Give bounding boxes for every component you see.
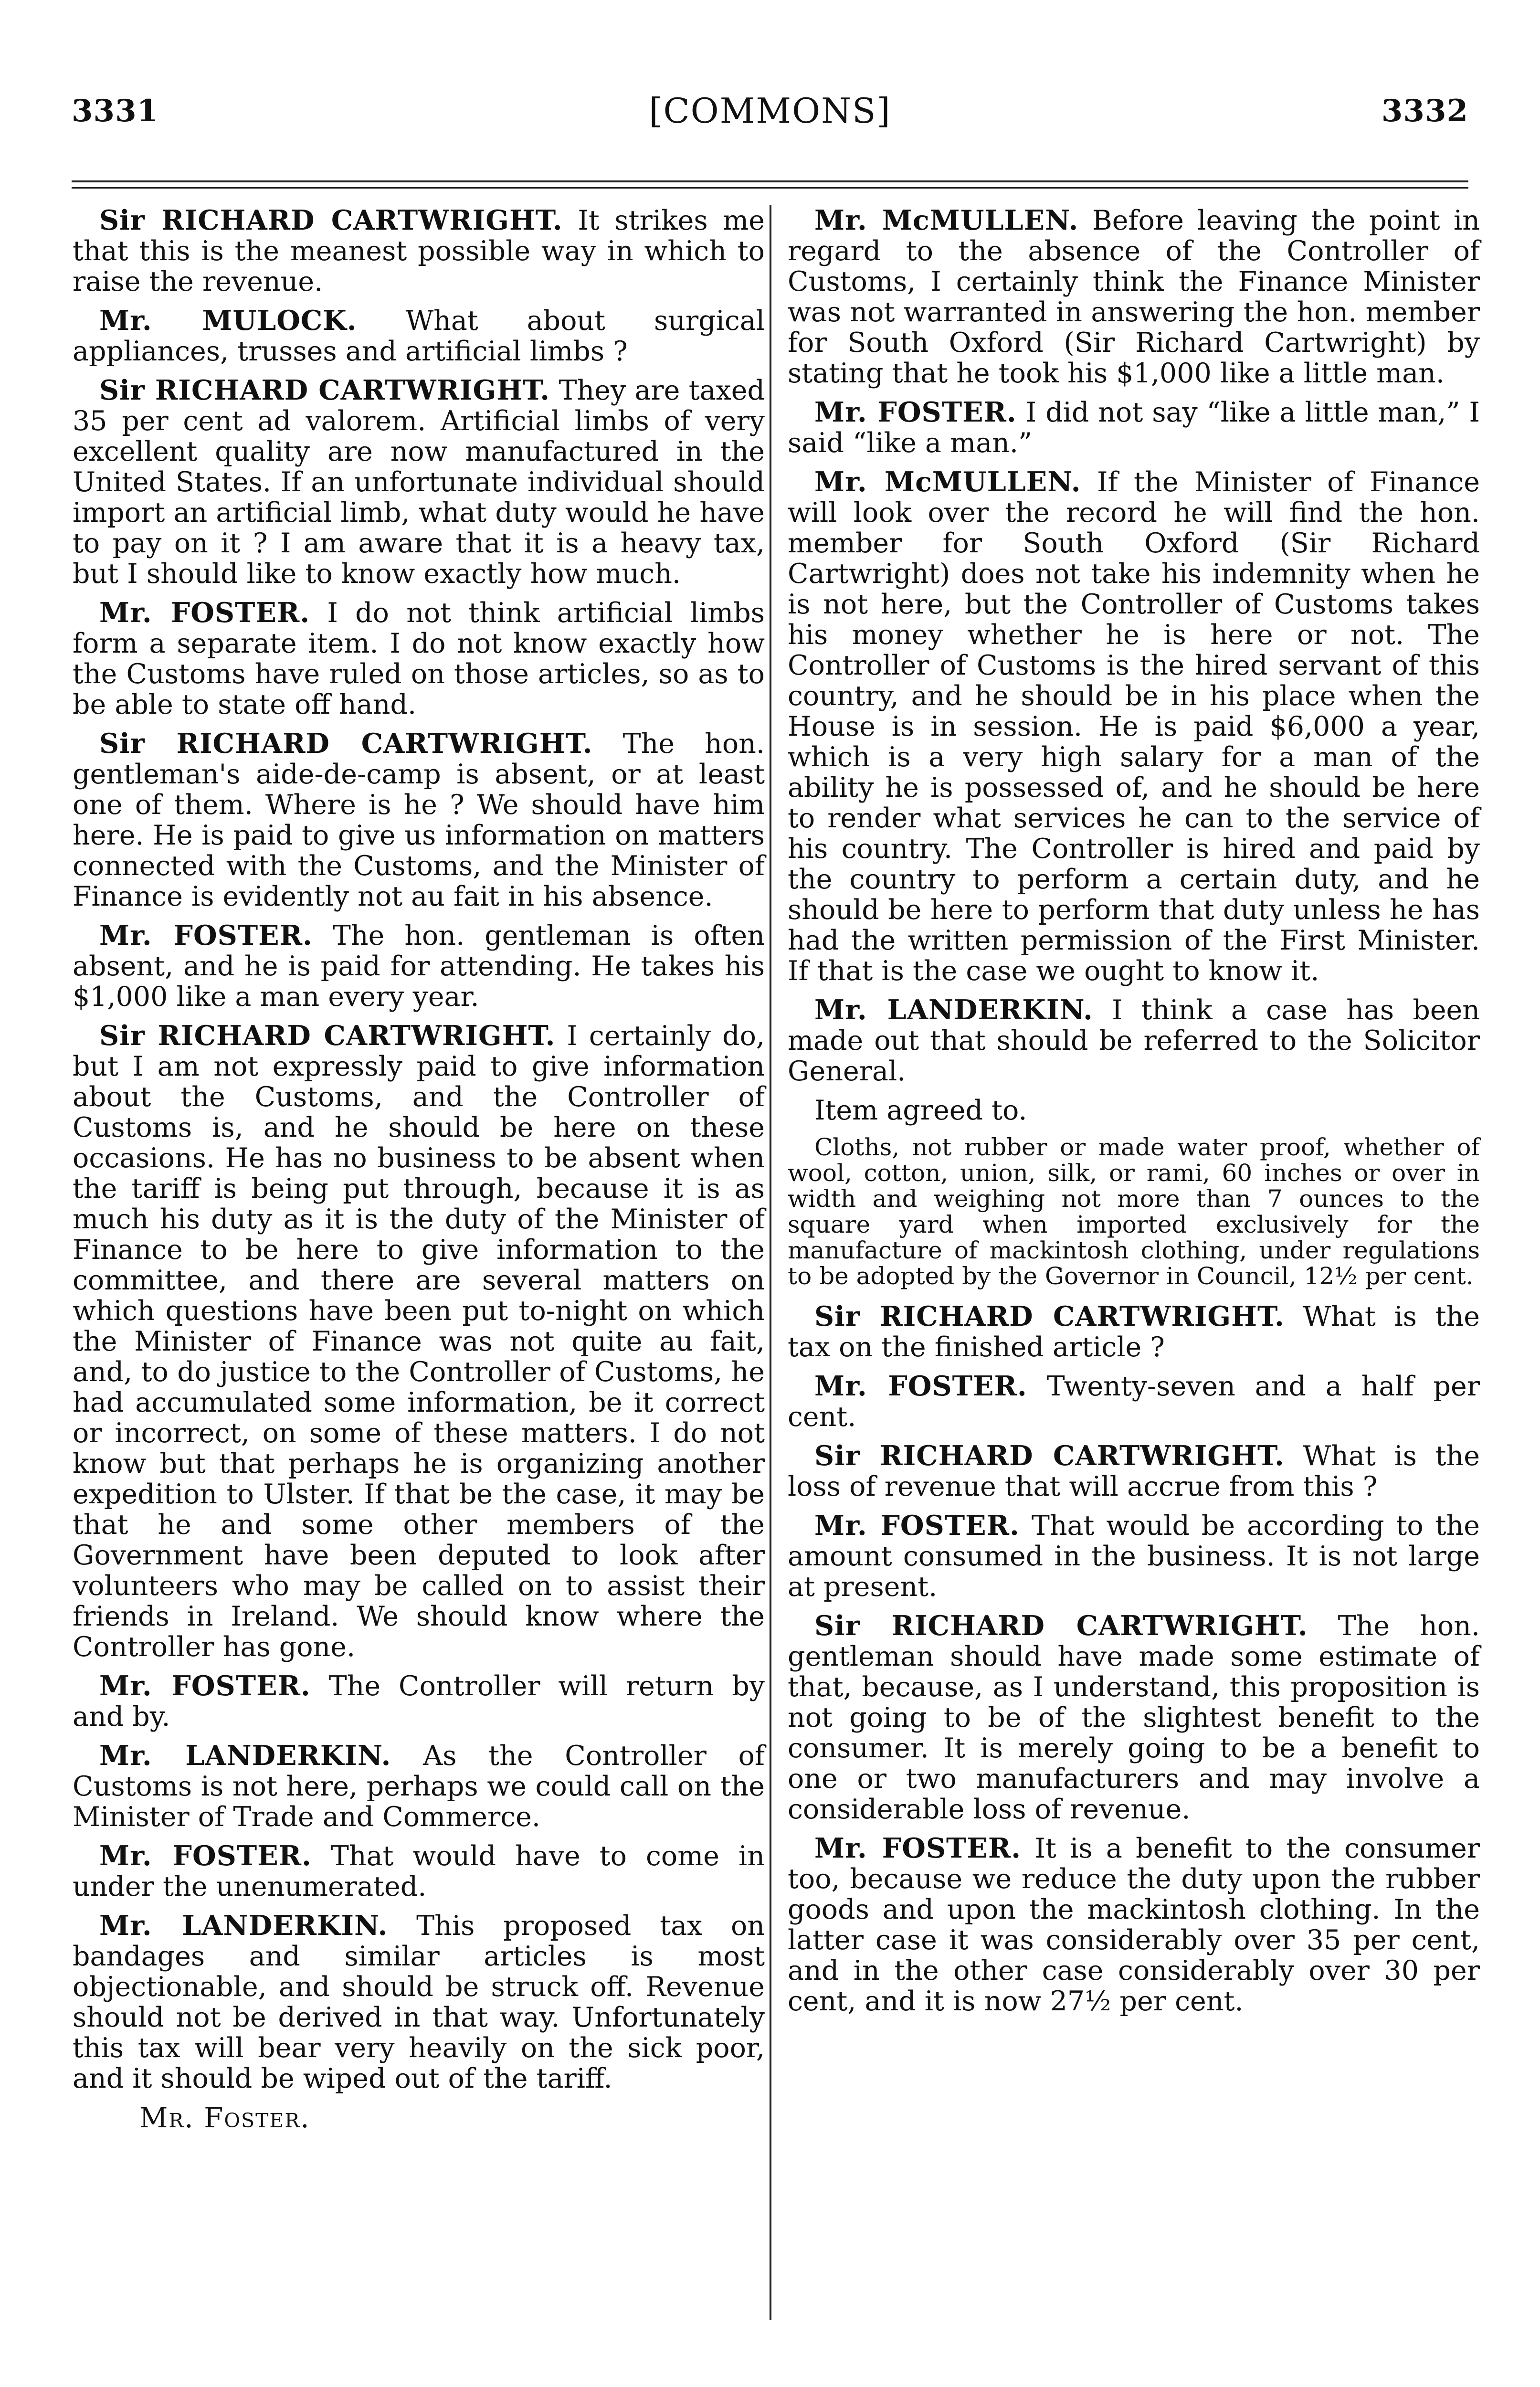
speech-paragraph [73, 306, 765, 367]
speech-text: I certainly do, but I am not expressly paid to give information about the Customs, and the Controller of Customs is, and he should be here on these occasions. He has no business to be absent when the tariff is being put through, because it is as much his duty as it is the duty of the Minister of Finance to be here to give information to the committee, and there are several matters on which questions have been put to-night on which the Minister of Finance was not quite au fait, and, to do justice to the Controller of Customs, he had accumulated some information, be it correct or incorrect, on some of these matters. I do not know but that perhaps he is organizing another expedition to Ulster. If that be the case, it may be that he and some other members of the Government have been deputed to look after volunteers who may be called on to assist their friends in Ireland. We should know where the Controller has gone. [73, 1020, 765, 1663]
page-header [0, 0, 1540, 172]
speaker-name: Mr. FOSTER. [814, 1510, 1020, 1542]
speaker-name: Mr. MULOCK. [99, 305, 357, 337]
speaker-name: Mr. LANDERKIN. [99, 1740, 391, 1772]
speech-text: What is the loss of revenue that will accrue from this ? [788, 1440, 1480, 1502]
speech-paragraph [788, 1371, 1480, 1432]
speech-paragraph [73, 205, 765, 297]
speech-paragraph [73, 920, 765, 1012]
speech-paragraph [73, 1671, 765, 1732]
speech-text: I did not say “like a little man,” I said “like a man.” [788, 397, 1480, 459]
speech-paragraph [788, 467, 1480, 986]
speaker-name: Mr. FOSTER. [99, 597, 310, 629]
column-divider [770, 205, 771, 2320]
right-column [788, 205, 1480, 2025]
speech-text: I do not think artificial limbs form a separate item. I do not know exactly how the Customs have ruled on those articles, so as to be able to state off hand. [73, 597, 765, 720]
speech-paragraph [788, 995, 1480, 1087]
speech-paragraph [788, 1301, 1480, 1362]
speech-paragraph [788, 1441, 1480, 1502]
speech-text: What is the tax on the finished article ? [788, 1301, 1480, 1363]
header-rule-bottom [72, 187, 1468, 189]
speech-paragraph [73, 1911, 765, 2094]
speaker-name: Mr. FOSTER. [99, 919, 313, 951]
speech-paragraph [73, 1741, 765, 1832]
speech-text: This proposed tax on bandages and similar articles is most objectionable, and should be struck off. Revenue should not be derived in that way. Unfortunately this tax will bear very heavily on the sick poor, and it should be wiped out of the tariff. [73, 1910, 765, 2094]
speaker-name: Sir RICHARD CARTWRIGHT. [814, 1300, 1285, 1332]
speech-text: That would have to come in under the unenumerated. [73, 1840, 765, 1902]
speech-paragraph [73, 375, 765, 589]
speech-paragraph [73, 1841, 765, 1902]
speech-paragraph [788, 1510, 1480, 1602]
speaker-name: Mr. FOSTER. [814, 396, 1017, 428]
speech-text: What about surgical appliances, trusses and artificial limbs ? [73, 305, 765, 367]
speaker-name: Sir RICHARD CARTWRIGHT. [814, 1610, 1308, 1642]
item-agreed [788, 1095, 1480, 1126]
speech-text: The hon. gentleman's aide-de-camp is absent, or at least one of them. Where is he ? We should have him here. He is paid to give us information on matters connected with the Customs, and the Minister of Finance is evidently not au fait in his absence. [73, 728, 765, 912]
speaker-name: Sir RICHARD CARTWRIGHT. [99, 728, 593, 760]
speaker-name: Mr. McMULLEN. [814, 466, 1081, 498]
page-number-left: 3331 [72, 93, 159, 129]
speech-text: The Controller will return by and by. [73, 1670, 765, 1732]
page-number-right: 3332 [1381, 93, 1468, 129]
speaker-name: Sir RICHARD CARTWRIGHT. [99, 204, 563, 236]
speech-paragraph [73, 1021, 765, 1662]
speech-text: Before leaving the point in regard to the absence of the Controller of Customs, I certainly think the Finance Minister was not warranted in answering the hon. member for South Oxford (Sir Richard Cartwright) by stating that he took his $1,000 like a little man. [788, 205, 1480, 389]
speaker-name: Sir RICHARD CARTWRIGHT. [99, 1020, 556, 1052]
speech-text: They are taxed 35 per cent ad valorem. Artificial limbs of very excellent quality are now manufactured in the United States. If an unfortunate individual should import an artificial limb, what duty would he have to pay on it ? I am aware that it is a heavy tax, but I should like to know exactly how much. [73, 375, 765, 590]
speech-text: Item agreed to. [814, 1095, 1027, 1126]
speech-paragraph [73, 729, 765, 912]
speech-paragraph [788, 205, 1480, 389]
speech-text: As the Controller of Customs is not here, perhaps we could call on the Minister of Trade and Commerce. [73, 1740, 765, 1833]
left-column [73, 205, 765, 2133]
speaker-name: Mr. LANDERKIN. [814, 994, 1093, 1026]
speaker-name: Sir RICHARD CARTWRIGHT. [814, 1440, 1285, 1472]
speech-text: It strikes me that this is the meanest possible way in which to raise the revenue. [73, 205, 765, 297]
speech-paragraph [73, 598, 765, 720]
speech-text: The hon. gentleman should have made some estimate of that, because, as I understand, this proposition is not going to be of the slightest benefit to the consumer. It is merely going to be a benefit to one or two manufacturers and may involve a considerable loss of revenue. [788, 1610, 1480, 1825]
speaker-name: Mr. LANDERKIN. [99, 1910, 388, 1942]
speech-paragraph [788, 1833, 1480, 2017]
speech-paragraph [788, 1611, 1480, 1825]
tariff-item: Cloths, not rubber or made water proof, whether of wool, cotton, union, silk, or rami, 60 inches or over in width and weighing not more than 7 ounces to the square yard when imported exclusively for the manufacture of mackintosh clothing, under regulations to be adopted by the Governor in Council, 12½ per cent. [788, 1133, 1480, 1290]
speech-text: It is a benefit to the consumer too, because we reduce the duty upon the rubber goods and upon the mackintosh clothing. In the latter case it was considerably over 35 per cent, and in the other case considerably over 30 per cent, and it is now 27½ per cent. [788, 1833, 1480, 2017]
speaker-name: Sir RICHARD CARTWRIGHT. [99, 374, 550, 406]
speaker-name: Mr. FOSTER. [814, 1370, 1027, 1402]
header-rule-top [72, 180, 1468, 182]
speech-text: Twenty-seven and a half per cent. [788, 1371, 1480, 1433]
speaker-name: Mr. McMULLEN. [814, 204, 1079, 236]
running-head: [COMMONS] [649, 91, 891, 131]
trailing-speaker: Mr. Foster. [139, 2102, 310, 2134]
speech-paragraph [788, 397, 1480, 458]
speaker-name: Mr. FOSTER. [99, 1840, 312, 1872]
speaker-name: Mr. FOSTER. [99, 1670, 311, 1702]
speech-text: If the Minister of Finance will look over the record he will find the hon. member for South Oxford (Sir Richard Cartwright) does not take his indemnity when he is not here, but the Controller of Customs takes his money whether he is here or not. The Controller of Customs is the hired servant of this country, and he should be in his place when the House is in session. He is paid $6,000 a year, which is a very high salary for a man of the ability he is possessed of, and he should be here to render what services he can to the service of his country. The Controller is hired and paid by the country to perform a certain duty, and he should be here to perform that duty unless he has had the written permission of the First Minister. If that is the case we ought to know it. [788, 466, 1480, 987]
speech-text: The hon. gentleman is often absent, and he is paid for attending. He takes his $1,000 like a man every year. [73, 920, 765, 1013]
speech-text: That would be according to the amount consumed in the business. It is not large at present. [788, 1510, 1480, 1603]
speaker-name: Mr. FOSTER. [814, 1832, 1022, 1864]
speech-text: I think a case has been made out that should be referred to the Solicitor General. [788, 994, 1480, 1087]
